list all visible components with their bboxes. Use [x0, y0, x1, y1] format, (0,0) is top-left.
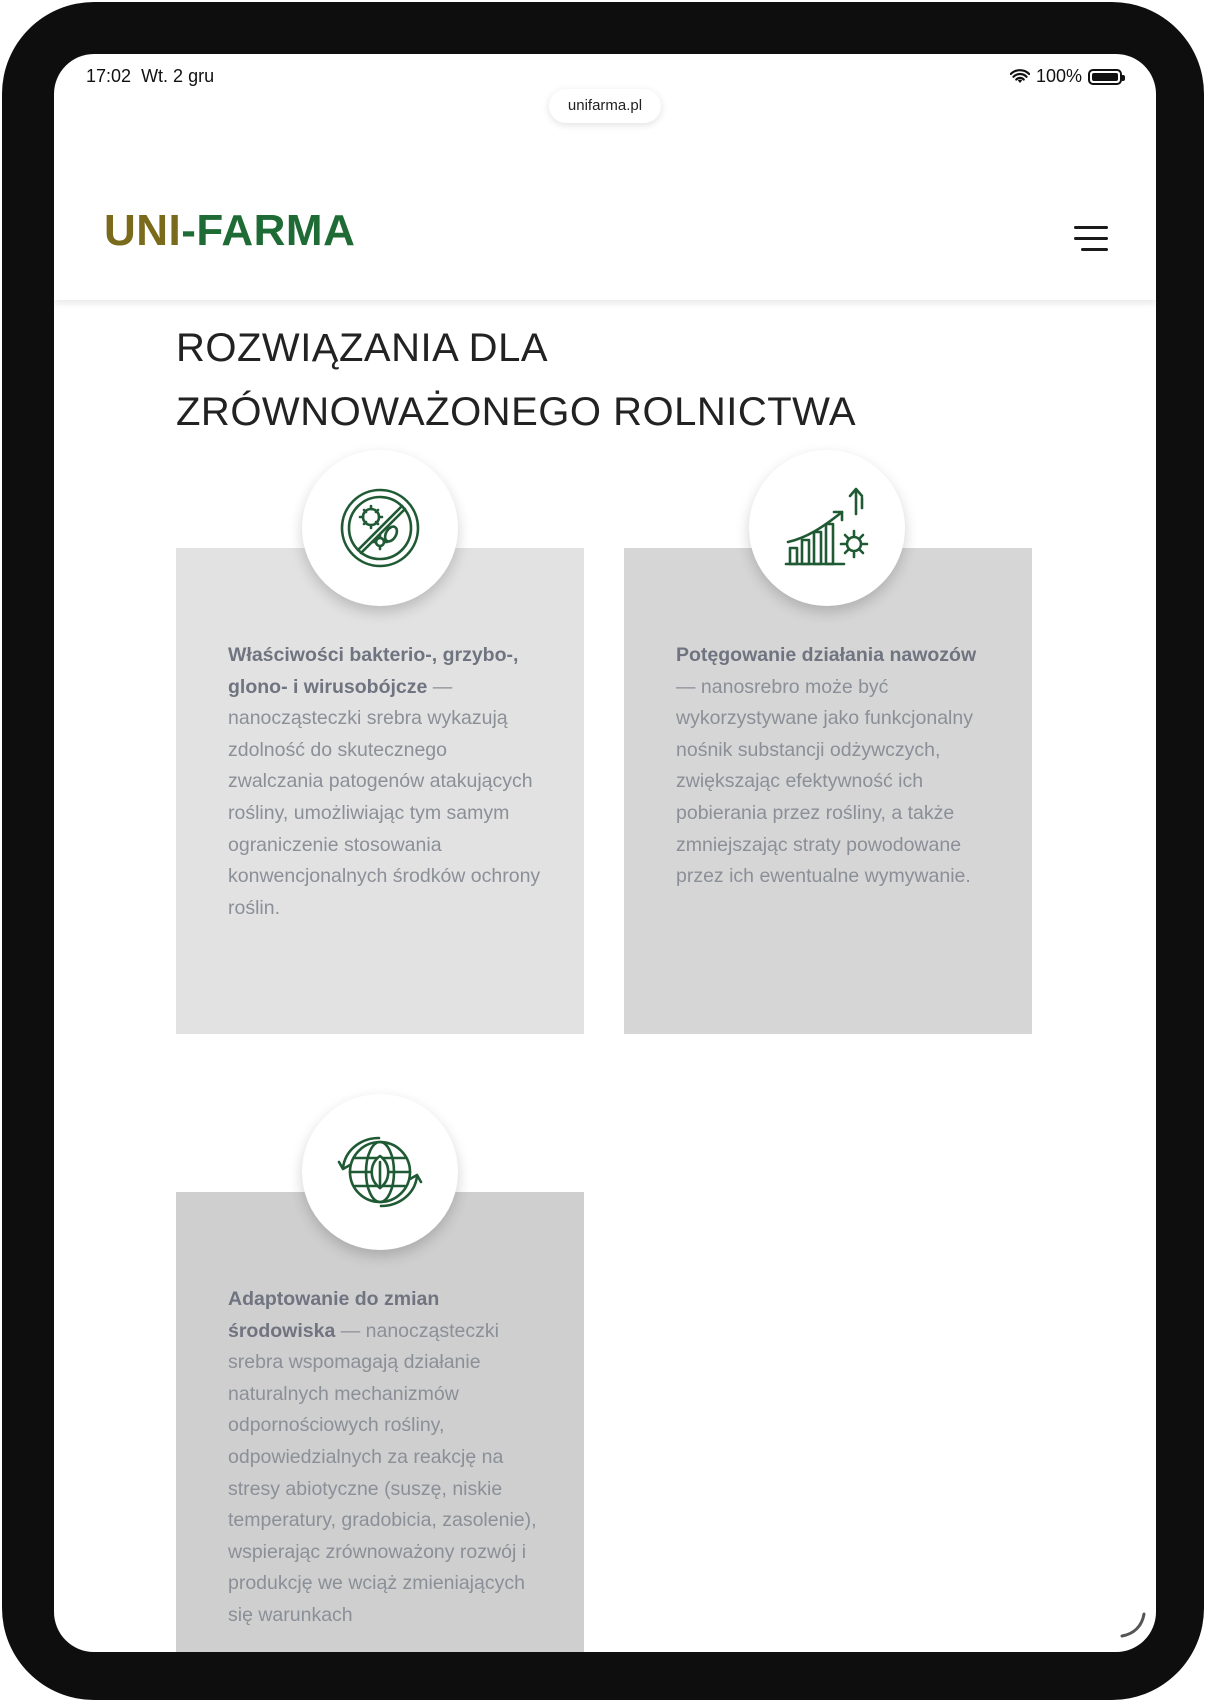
feature-card-fertilizer	[624, 548, 1032, 1034]
screen	[54, 54, 1156, 1652]
card-icon-circle	[749, 450, 905, 606]
card-text: Właściwości bakterio-, grzybo-, glono- i wirusobójcze — nanocząsteczki srebra wykazują zdolność do skutecznego zwalczania patogenów atakujących rośliny, umożliwiając tym samym ograniczenie stosowania konwencjonalnych środków ochrony roślin.	[228, 644, 541, 919]
card-icon-circle	[302, 450, 458, 606]
globe-leaf-recycle-icon	[335, 1128, 425, 1216]
site-logo[interactable]	[104, 206, 355, 256]
logo-uni: UNI	[104, 206, 182, 255]
wifi-icon	[1010, 69, 1030, 85]
tablet-frame	[2, 2, 1204, 1700]
battery-icon	[1088, 69, 1122, 85]
scroll-corner-icon	[1118, 1610, 1148, 1640]
address-bar[interactable]: unifarma.pl	[549, 89, 661, 123]
site-header	[54, 134, 1156, 300]
status-time: 17:02 Wt. 2 gru	[86, 66, 215, 86]
card-text: Adaptowanie do zmian środowiska — nanocząsteczki srebra wspomagają działanie naturalnych mechanizmów odpornościowych rośliny, odpowiedzialnych za reakcję na stresy abiotyczne (suszę, niskie temperatury, gradobicia, zasolenie), wspierając zrównoważony rozwój i produkcję we wciąż zmieniających się warunkach	[228, 1288, 537, 1626]
battery-percent: 100%	[1035, 66, 1082, 86]
logo-farma: -FARMA	[181, 206, 356, 255]
menu-icon[interactable]	[1074, 226, 1108, 254]
status-indicators	[1010, 66, 1122, 87]
card-icon-circle	[302, 1094, 458, 1250]
feature-card-adaptation	[176, 1192, 584, 1652]
growth-chart-gear-icon	[782, 484, 872, 572]
no-pathogens-icon	[336, 484, 424, 572]
card-text: Potęgowanie działania nawozów — nanosrebro może być wykorzystywane jako funkcjonalny nośnik substancji odżywczych, zwiększając efektywność ich pobierania przez rośliny, a także zmniejszając straty powodowane przez ich ewentualne wymywanie.	[676, 644, 977, 888]
section-title: ROZWIĄZANIA DLA ZRÓWNOWAŻONEGO ROLNICTWA	[176, 326, 857, 434]
feature-card-antimicrobial	[176, 548, 584, 1034]
